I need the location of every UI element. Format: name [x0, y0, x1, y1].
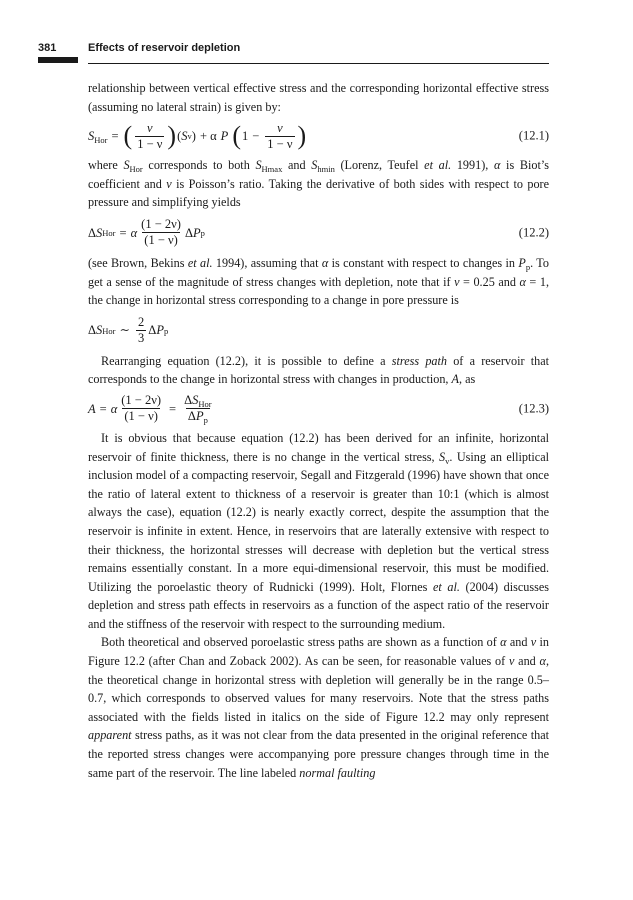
fraction-nu-over-1-minus-nu: $\frac{\nu}{1 - \nu}$ [137, 120, 163, 151]
equation-12-2: Δ S Hor = α $\frac{(1 - 2\nu)}{(1 - \nu)}$ Δ P p (12.2) [88, 217, 549, 248]
header-rule [88, 63, 549, 64]
equation-label: (12.1) [518, 128, 549, 143]
running-title: Effects of reservoir depletion [88, 42, 241, 54]
fraction-two-thirds: $\frac{2}{3}$ [138, 315, 145, 346]
equation-label: (12.3) [518, 401, 549, 416]
page-number: 381 [38, 42, 57, 54]
paragraph-1: relationship between vertical effective stress and the corresponding horizontal effective stress (assuming no lateral strain) is given by: [88, 81, 549, 114]
fraction-12-2: $\frac{(1 - 2\nu)}{(1 - \nu)}$ [141, 217, 181, 248]
paragraph-3: (see Brown, Bekins et al. 1994), assuming that α is constant with respect to changes in $P_p$. To get a sense of the magnitude of stress changes with depletion, note that if ν = 0.25 and α = 1, the change in horizontal stress corresponding to a change in pore pressure is [88, 255, 549, 308]
paragraph-6: Both theoretical and observed poroelastic stress paths are shown as a function of α and ν in Figure 12.2 (after Chan and Zoback 2002). As can be seen, for reasonable values of ν and α, the theoretical change in horizontal stress with depletion will generally be in the range 0.5–0.7, which corresponds to observed values for many reservoirs. Note that the stress paths associated with the fields listed in italics on the side of Figure 12.2 may only represent apparent stress paths, as it was not clear from the data presented in the original reference that the reported stress changes were accompanying pore pressure changes through time in the same part of the reservoir. The line labeled normal faulting [88, 635, 549, 780]
fraction-12-3-right: $\frac{\Delta S_{Hor}}{\Delta P_p}$ [184, 393, 212, 426]
page-body [88, 79, 549, 782]
equation-12-1: $S_{Hor}$ = ( $\frac{\nu}{1 - \nu}$ ) ( S v ) + α P ( 1 − $\frac{\nu}{1 - \nu}$ ) (12.1) [88, 120, 549, 151]
paragraph-4: Rearranging equation (12.2), it is possible to define a stress path of a reservoir that corresponds to the change in horizontal stress with changes in production, A, as [88, 353, 549, 387]
paragraph-5: It is obvious that because equation (12.2) has been derived for an infinite, horizontal reservoir of finite thickness, there is no change in the vertical stress, $S_v$. Using an elliptical inclusion model of a compacting reservoir, Segall and Fitzgerald (1996) have shown that once the ratio of lateral extent to thickness of a reservoir is greater than 10:1 (which is almost always the case), equation (12.2) is nearly exactly correct, despite the assumption that the reservoir is infinite in extent. Hence, in reservoirs that are laterally extensive with respect to their thickness, the horizontal stresses will decrease with depletion but the vertical stress remains essentially constant. In a more equi-dimensional reservoir, this must be modified. Utilizing the poroelastic theory of Rudnicki (1999). Holt, Flornes et al. (2004) discusses depletion and stress path effects in reservoirs as a function of the aspect ratio of the reservoir and the stiffness of the reservoir with respect to the surrounding medium. [88, 430, 550, 631]
equation-approximation: Δ S Hor ∼ $\frac{2}{3}$ Δ P p [88, 315, 169, 346]
paragraph-2: where $S_{Hor}$ corresponds to both $S_{Hmax}$ and $S_{hmin}$ (Lorenz, Teufel et al. 1991), α is Biot’s coefficient and ν is Poisson’s ratio. Taking the derivative of both sides with respect to pore pressure and simplifying yields [88, 158, 550, 210]
equation-12-3: A = α $\frac{(1 - 2\nu)}{(1 - \nu)}$ = $\frac{\Delta S_{Hor}}{\Delta P_p}$ (12.3) [88, 393, 549, 426]
equation-label: (12.2) [518, 225, 549, 240]
fraction-12-3-left: $\frac{(1 - 2\nu)}{(1 - \nu)}$ [121, 393, 162, 424]
fraction-nu-over-1-minus-nu-2: $\frac{\nu}{1 - \nu}$ [267, 120, 293, 151]
header-bar [38, 57, 78, 63]
